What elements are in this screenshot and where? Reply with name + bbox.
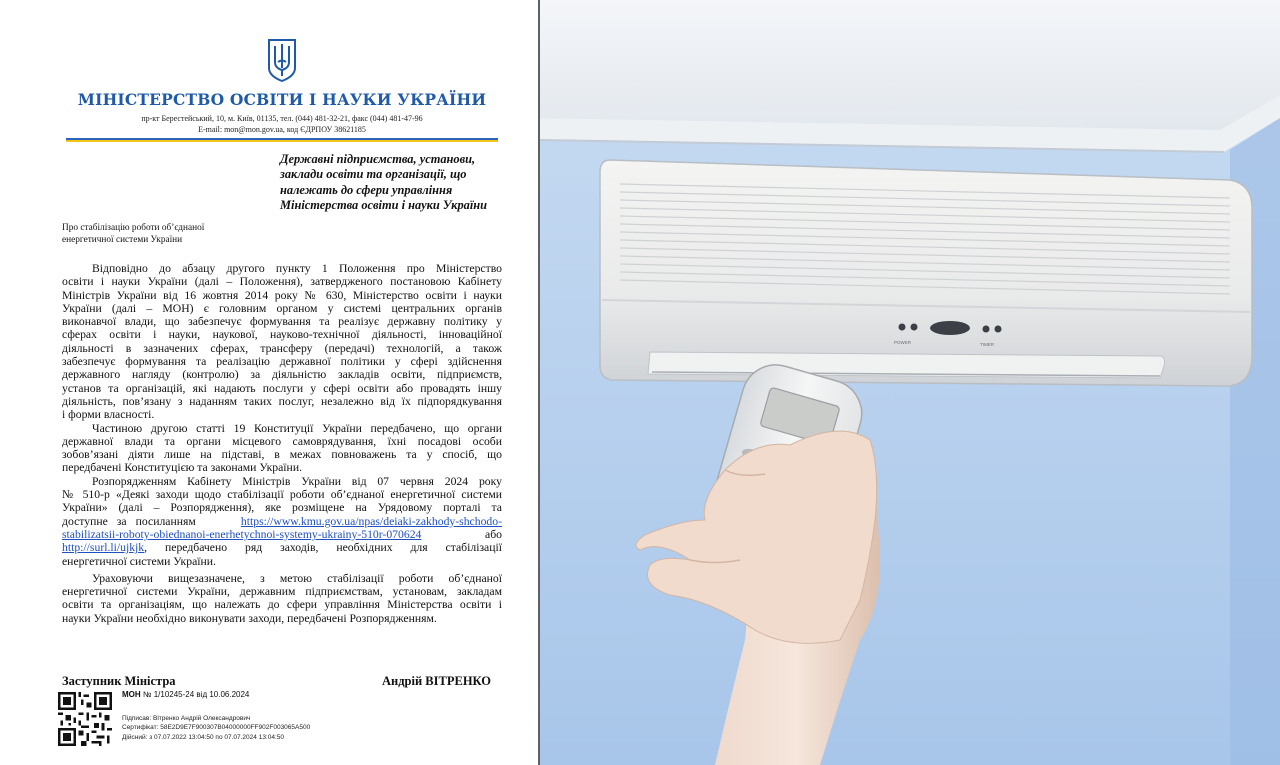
body-text-fragment: доступне за посиланням <box>62 514 196 528</box>
ministry-contacts: E-mail: mon@mon.gov.ua, код ЄДРПОУ 38621185 <box>198 125 366 134</box>
trident-icon <box>266 38 298 82</box>
subject-line: енергетичної системи України <box>62 235 183 245</box>
kmu-link[interactable]: https://www.kmu.gov.ua/npas/deiaki-zakhody-shchodo- <box>240 514 503 528</box>
body-line: державної влади та органи місцевого самоврядування, їхні посадові особи <box>62 434 502 448</box>
body-line: Розпорядженням Кабінету Міністрів України від 07 червня 2024 року <box>92 474 502 488</box>
body-line: науки України необхідно виконувати заходи, передбачені Розпорядженням. <box>62 611 437 625</box>
ac-label-power: POWER <box>894 340 912 345</box>
cert-line: Дійсний: з 07.07.2022 13:04:50 по 07.07.2024 13:04:50 <box>122 733 285 741</box>
recipient-line: заклади освіти та організації, що <box>280 167 467 182</box>
recipient-block <box>280 152 500 213</box>
body-line: Відповідно до абзацу другого пункту 1 Положення про Міністерство <box>92 262 502 275</box>
body-line: освіти і науки України (далі – Положення), затвердженого постановою Кабінету <box>62 275 502 289</box>
ac-display-icon <box>930 321 970 335</box>
body-line: України (далі – МОН) є головним органом у системі центральних органів <box>62 301 502 315</box>
document-number <box>122 690 249 699</box>
signatory-name: Андрій ВІТРЕНКО <box>382 674 492 688</box>
body-line: Ураховуючи вищезазначене, з метою стабілізації роботи об’єднаної <box>92 571 502 585</box>
body-line: сферах освіти і науки, наукової, науково-технічної діяльності, інноваційної <box>62 328 502 342</box>
subject-line: Про стабілізацію роботи об’єднаної <box>62 223 205 233</box>
document-number-value: № 1/10245-24 від 10.06.2024 <box>142 690 250 699</box>
body-line: установ та організацій, які надають послуги у сфері освіти або провадять іншу <box>62 381 502 395</box>
document-number-label: МОН <box>122 690 141 699</box>
ac-label-timer: TIMER <box>980 342 994 347</box>
body-line: діяльність, пов’язану з наданням таких послуг, незалежно від їх підпорядкування <box>62 394 502 408</box>
flag-stripe-yellow <box>66 140 498 142</box>
ministry-title: МІНІСТЕРСТВО ОСВІТИ І НАУКИ УКРАЇНИ <box>77 90 487 109</box>
kmu-link-continued[interactable]: stabilizatsii-roboty-obiednanoi-enerhetychnoi-systemy-ukrainy-510r-070624 <box>62 527 422 541</box>
paragraph-4 <box>62 572 502 625</box>
ministry-letter <box>0 0 538 765</box>
body-line: виконавчої влади, що забезпечує формування та реалізує державну політику у <box>62 315 502 329</box>
body-line: і форми власності. <box>62 408 155 422</box>
body-line: Частиною другою статті 19 Конституції України передбачено, що органи <box>92 421 502 435</box>
body-line: зобов’язані діяти лише на підставі, в межах повноважень та у спосіб, що <box>62 448 502 462</box>
body-line: енергетичної системи України. <box>62 554 216 568</box>
recipient-line: Міністерства освіти і науки України <box>280 197 488 212</box>
paragraph-2 <box>62 422 502 475</box>
recipient-line: Державні підприємства, установи, <box>280 152 476 166</box>
body-line: енергетичної системи України, державним підприємствам, установам, закладам <box>62 585 502 599</box>
signatory-title: Заступник Міністра <box>62 674 176 688</box>
certificate-info <box>122 714 310 742</box>
body-text-fragment: або <box>485 527 502 541</box>
paragraph-1 <box>62 262 502 422</box>
short-link[interactable]: http://surl.li/ujkjk <box>62 541 145 555</box>
recipient-line: належать до сфери управління <box>280 182 453 197</box>
body-line: діяльності в зазначених сферах, трансферу (передачі) технологій, а також <box>62 341 502 355</box>
letter-body <box>62 262 502 625</box>
air-conditioner-photo <box>540 0 1280 765</box>
letter-subject <box>62 222 242 246</box>
ministry-address: пр-кт Берестейський, 10, м. Київ, 01135, тел. (044) 481-32-21, факс (044) 481-47-96 <box>141 114 423 123</box>
body-line: забезпечує формування та реалізацію державної політики у сфері здійснення <box>62 355 502 369</box>
body-line: Міністрів України від 16 жовтня 2014 року № 630, Міністерство освіти і науки <box>62 288 502 302</box>
paragraph-3 <box>62 475 502 568</box>
body-line <box>62 528 502 541</box>
body-line: України» (далі – Розпорядження), яке розміщене на Урядовому порталі та <box>62 501 502 515</box>
cert-line: Сертифікат: 58E2D9E7F900307B04000000FF902F003065A500 <box>122 724 311 732</box>
body-line <box>62 541 502 554</box>
body-line: державного нагляду (контролю) за діяльністю закладів освіти, підприємств, <box>62 368 502 382</box>
cert-line: Підписав: Вітренко Андрій Олександрович <box>122 715 251 722</box>
body-line <box>62 515 502 528</box>
qr-code-icon <box>58 692 112 746</box>
ceiling <box>540 0 1280 130</box>
body-line: № 510-р «Деякі заходи щодо стабілізації роботи об’єднаної енергетичної системи <box>62 488 502 502</box>
body-line: передбачені Конституцією та законами України. <box>62 461 302 475</box>
body-line: освіти та організаціям, що належать до сфери управління Міністерства освіти і <box>62 598 502 612</box>
body-text-fragment: , передбачено ряд заходів, необхідних для стабілізації <box>144 541 502 555</box>
air-conditioner-unit <box>600 160 1252 386</box>
